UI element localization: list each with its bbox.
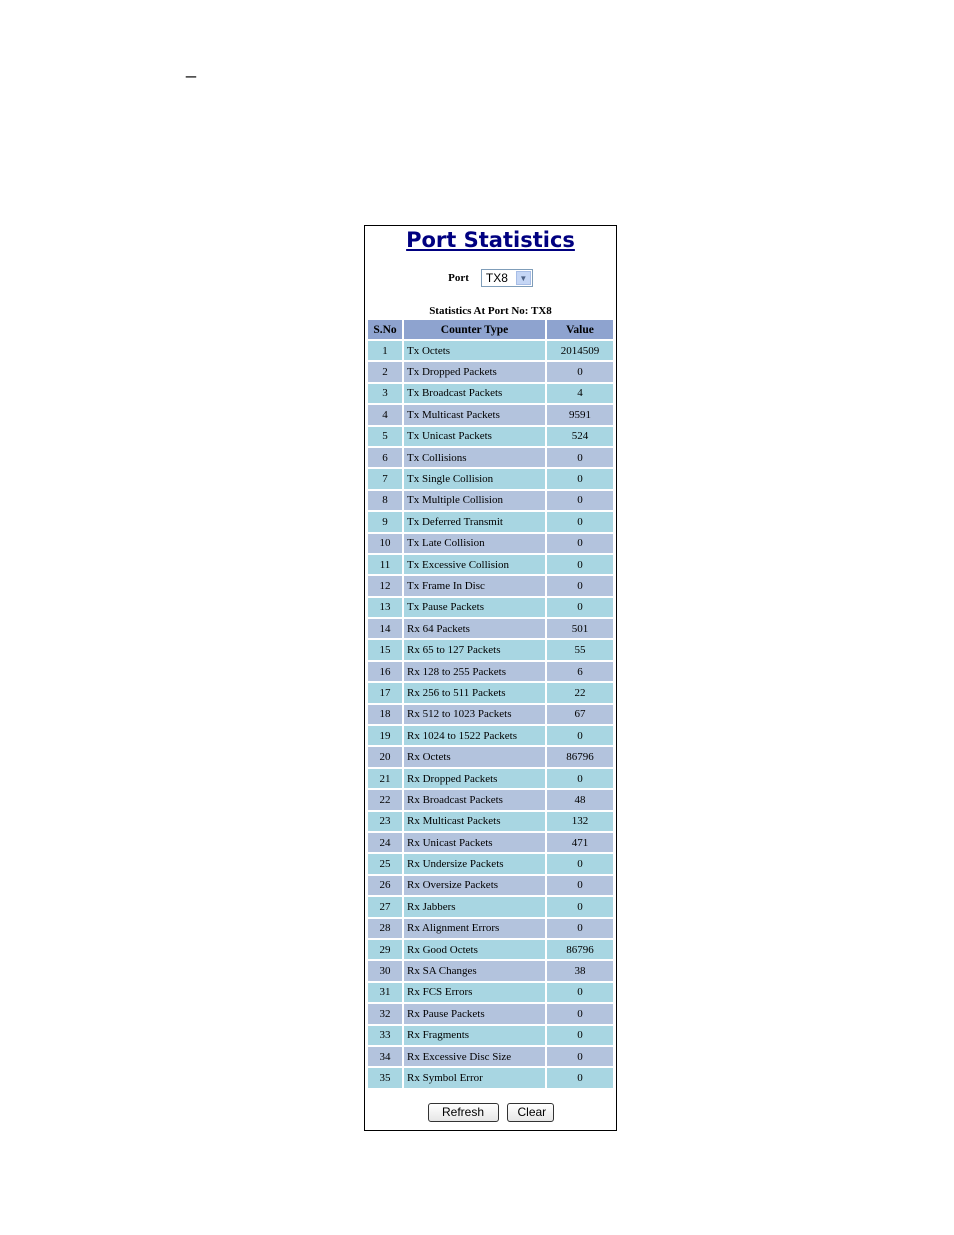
- row-counter-type: Rx Octets: [404, 747, 545, 766]
- row-value: 22: [547, 683, 613, 702]
- row-value: 0: [547, 512, 613, 531]
- port-label: Port: [448, 272, 469, 284]
- row-counter-type: Rx 128 to 255 Packets: [404, 662, 545, 681]
- row-value: 132: [547, 812, 613, 831]
- table-row: [368, 576, 613, 595]
- row-value: 0: [547, 769, 613, 788]
- table-row: [368, 362, 613, 381]
- row-counter-type: Rx Good Octets: [404, 940, 545, 959]
- table-row: [368, 854, 613, 873]
- row-sno: 5: [368, 427, 402, 446]
- row-value: 0: [547, 919, 613, 938]
- row-counter-type: Tx Broadcast Packets: [404, 384, 545, 403]
- row-counter-type: Tx Multiple Collision: [404, 491, 545, 510]
- table-row: [368, 897, 613, 916]
- row-counter-type: Rx Jabbers: [404, 897, 545, 916]
- table-row: [368, 598, 613, 617]
- row-sno: 32: [368, 1004, 402, 1023]
- row-sno: 22: [368, 790, 402, 809]
- row-value: 0: [547, 534, 613, 553]
- page-title: [365, 226, 616, 256]
- table-row: [368, 512, 613, 531]
- port-statistics-panel: [364, 225, 617, 1131]
- row-sno: 28: [368, 919, 402, 938]
- row-value: 0: [547, 726, 613, 745]
- row-value: 0: [547, 1047, 613, 1066]
- row-sno: 25: [368, 854, 402, 873]
- row-counter-type: Rx 1024 to 1522 Packets: [404, 726, 545, 745]
- table-row: [368, 769, 613, 788]
- button-bar: [365, 1103, 616, 1122]
- row-counter-type: Rx 65 to 127 Packets: [404, 640, 545, 659]
- row-sno: 31: [368, 983, 402, 1002]
- table-row: [368, 983, 613, 1002]
- row-counter-type: Rx Oversize Packets: [404, 876, 545, 895]
- page-title-text: Port Statistics: [406, 228, 575, 252]
- row-sno: 6: [368, 448, 402, 467]
- table-row: [368, 1004, 613, 1023]
- row-value: 0: [547, 598, 613, 617]
- row-sno: 21: [368, 769, 402, 788]
- table-row: [368, 919, 613, 938]
- row-value: 524: [547, 427, 613, 446]
- row-sno: 3: [368, 384, 402, 403]
- row-sno: 20: [368, 747, 402, 766]
- row-sno: 10: [368, 534, 402, 553]
- table-row: [368, 1068, 613, 1087]
- row-counter-type: Rx Unicast Packets: [404, 833, 545, 852]
- row-value: 9591: [547, 405, 613, 424]
- row-value: 0: [547, 491, 613, 510]
- row-sno: 9: [368, 512, 402, 531]
- row-sno: 11: [368, 555, 402, 574]
- table-row: [368, 726, 613, 745]
- table-row: [368, 1047, 613, 1066]
- row-sno: 17: [368, 683, 402, 702]
- row-value: 38: [547, 961, 613, 980]
- row-sno: 19: [368, 726, 402, 745]
- header-sno: S.No: [368, 320, 402, 339]
- row-value: 55: [547, 640, 613, 659]
- table-row: [368, 534, 613, 553]
- row-counter-type: Rx Multicast Packets: [404, 812, 545, 831]
- row-value: 0: [547, 983, 613, 1002]
- row-value: 86796: [547, 747, 613, 766]
- row-counter-type: Rx 256 to 511 Packets: [404, 683, 545, 702]
- row-value: 0: [547, 1068, 613, 1087]
- row-value: 48: [547, 790, 613, 809]
- table-row: [368, 790, 613, 809]
- row-sno: 35: [368, 1068, 402, 1087]
- row-counter-type: Rx Dropped Packets: [404, 769, 545, 788]
- table-row: [368, 747, 613, 766]
- chevron-down-icon[interactable]: ▼: [516, 271, 531, 285]
- row-value: 67: [547, 705, 613, 724]
- row-value: 0: [547, 1026, 613, 1045]
- row-counter-type: Tx Unicast Packets: [404, 427, 545, 446]
- underscore-mark: _: [186, 58, 197, 78]
- row-counter-type: Tx Dropped Packets: [404, 362, 545, 381]
- row-sno: 13: [368, 598, 402, 617]
- row-sno: 30: [368, 961, 402, 980]
- row-sno: 18: [368, 705, 402, 724]
- row-sno: 33: [368, 1026, 402, 1045]
- table-row: [368, 705, 613, 724]
- row-value: 0: [547, 854, 613, 873]
- statistics-heading: Statistics At Port No: TX8: [429, 305, 552, 317]
- row-value: 6: [547, 662, 613, 681]
- table-row: [368, 1026, 613, 1045]
- row-counter-type: Tx Deferred Transmit: [404, 512, 545, 531]
- row-sno: 2: [368, 362, 402, 381]
- table-row: [368, 427, 613, 446]
- row-sno: 29: [368, 940, 402, 959]
- row-value: 501: [547, 619, 613, 638]
- row-sno: 7: [368, 469, 402, 488]
- clear-button[interactable]: Clear: [507, 1103, 554, 1122]
- row-sno: 23: [368, 812, 402, 831]
- port-select[interactable]: [481, 269, 533, 287]
- table-row: [368, 405, 613, 424]
- row-value: 0: [547, 576, 613, 595]
- row-counter-type: Tx Late Collision: [404, 534, 545, 553]
- row-value: 0: [547, 1004, 613, 1023]
- row-value: 0: [547, 362, 613, 381]
- table-row: [368, 683, 613, 702]
- row-counter-type: Rx 64 Packets: [404, 619, 545, 638]
- row-value: 0: [547, 897, 613, 916]
- row-value: 0: [547, 876, 613, 895]
- row-counter-type: Tx Single Collision: [404, 469, 545, 488]
- table-row: [368, 619, 613, 638]
- row-counter-type: Tx Collisions: [404, 448, 545, 467]
- row-value: 4: [547, 384, 613, 403]
- table-row: [368, 640, 613, 659]
- row-value: 0: [547, 555, 613, 574]
- table-row: [368, 961, 613, 980]
- row-value: 2014509: [547, 341, 613, 360]
- table-row: [368, 876, 613, 895]
- row-counter-type: Rx 512 to 1023 Packets: [404, 705, 545, 724]
- row-sno: 8: [368, 491, 402, 510]
- row-counter-type: Rx Symbol Error: [404, 1068, 545, 1087]
- row-value: 0: [547, 469, 613, 488]
- statistics-table: [366, 318, 615, 1090]
- row-sno: 4: [368, 405, 402, 424]
- row-counter-type: Rx Broadcast Packets: [404, 790, 545, 809]
- table-row: [368, 812, 613, 831]
- row-counter-type: Rx Undersize Packets: [404, 854, 545, 873]
- row-counter-type: Rx Alignment Errors: [404, 919, 545, 938]
- row-value: 471: [547, 833, 613, 852]
- row-counter-type: Rx Excessive Disc Size: [404, 1047, 545, 1066]
- table-row: [368, 469, 613, 488]
- row-counter-type: Tx Octets: [404, 341, 545, 360]
- table-row: [368, 940, 613, 959]
- header-value: Value: [547, 320, 613, 339]
- row-sno: 14: [368, 619, 402, 638]
- row-sno: 15: [368, 640, 402, 659]
- row-counter-type: Rx FCS Errors: [404, 983, 545, 1002]
- row-counter-type: Rx SA Changes: [404, 961, 545, 980]
- table-row: [368, 662, 613, 681]
- port-select-value: TX8: [485, 271, 508, 285]
- table-row: [368, 341, 613, 360]
- row-counter-type: Tx Excessive Collision: [404, 555, 545, 574]
- row-counter-type: Tx Frame In Disc: [404, 576, 545, 595]
- table-row: [368, 555, 613, 574]
- row-sno: 26: [368, 876, 402, 895]
- port-selector-row: [365, 268, 616, 288]
- row-counter-type: Rx Fragments: [404, 1026, 545, 1045]
- table-row: [368, 833, 613, 852]
- row-sno: 1: [368, 341, 402, 360]
- refresh-button[interactable]: Refresh: [428, 1103, 499, 1122]
- row-counter-type: Rx Pause Packets: [404, 1004, 545, 1023]
- row-sno: 16: [368, 662, 402, 681]
- table-row: [368, 491, 613, 510]
- row-sno: 27: [368, 897, 402, 916]
- row-counter-type: Tx Pause Packets: [404, 598, 545, 617]
- table-row: [368, 384, 613, 403]
- row-sno: 12: [368, 576, 402, 595]
- header-counter-type: Counter Type: [404, 320, 545, 339]
- row-sno: 24: [368, 833, 402, 852]
- row-value: 86796: [547, 940, 613, 959]
- statistics-body: [368, 341, 613, 1088]
- row-sno: 34: [368, 1047, 402, 1066]
- row-counter-type: Tx Multicast Packets: [404, 405, 545, 424]
- row-value: 0: [547, 448, 613, 467]
- table-header-row: [368, 320, 613, 339]
- table-row: [368, 448, 613, 467]
